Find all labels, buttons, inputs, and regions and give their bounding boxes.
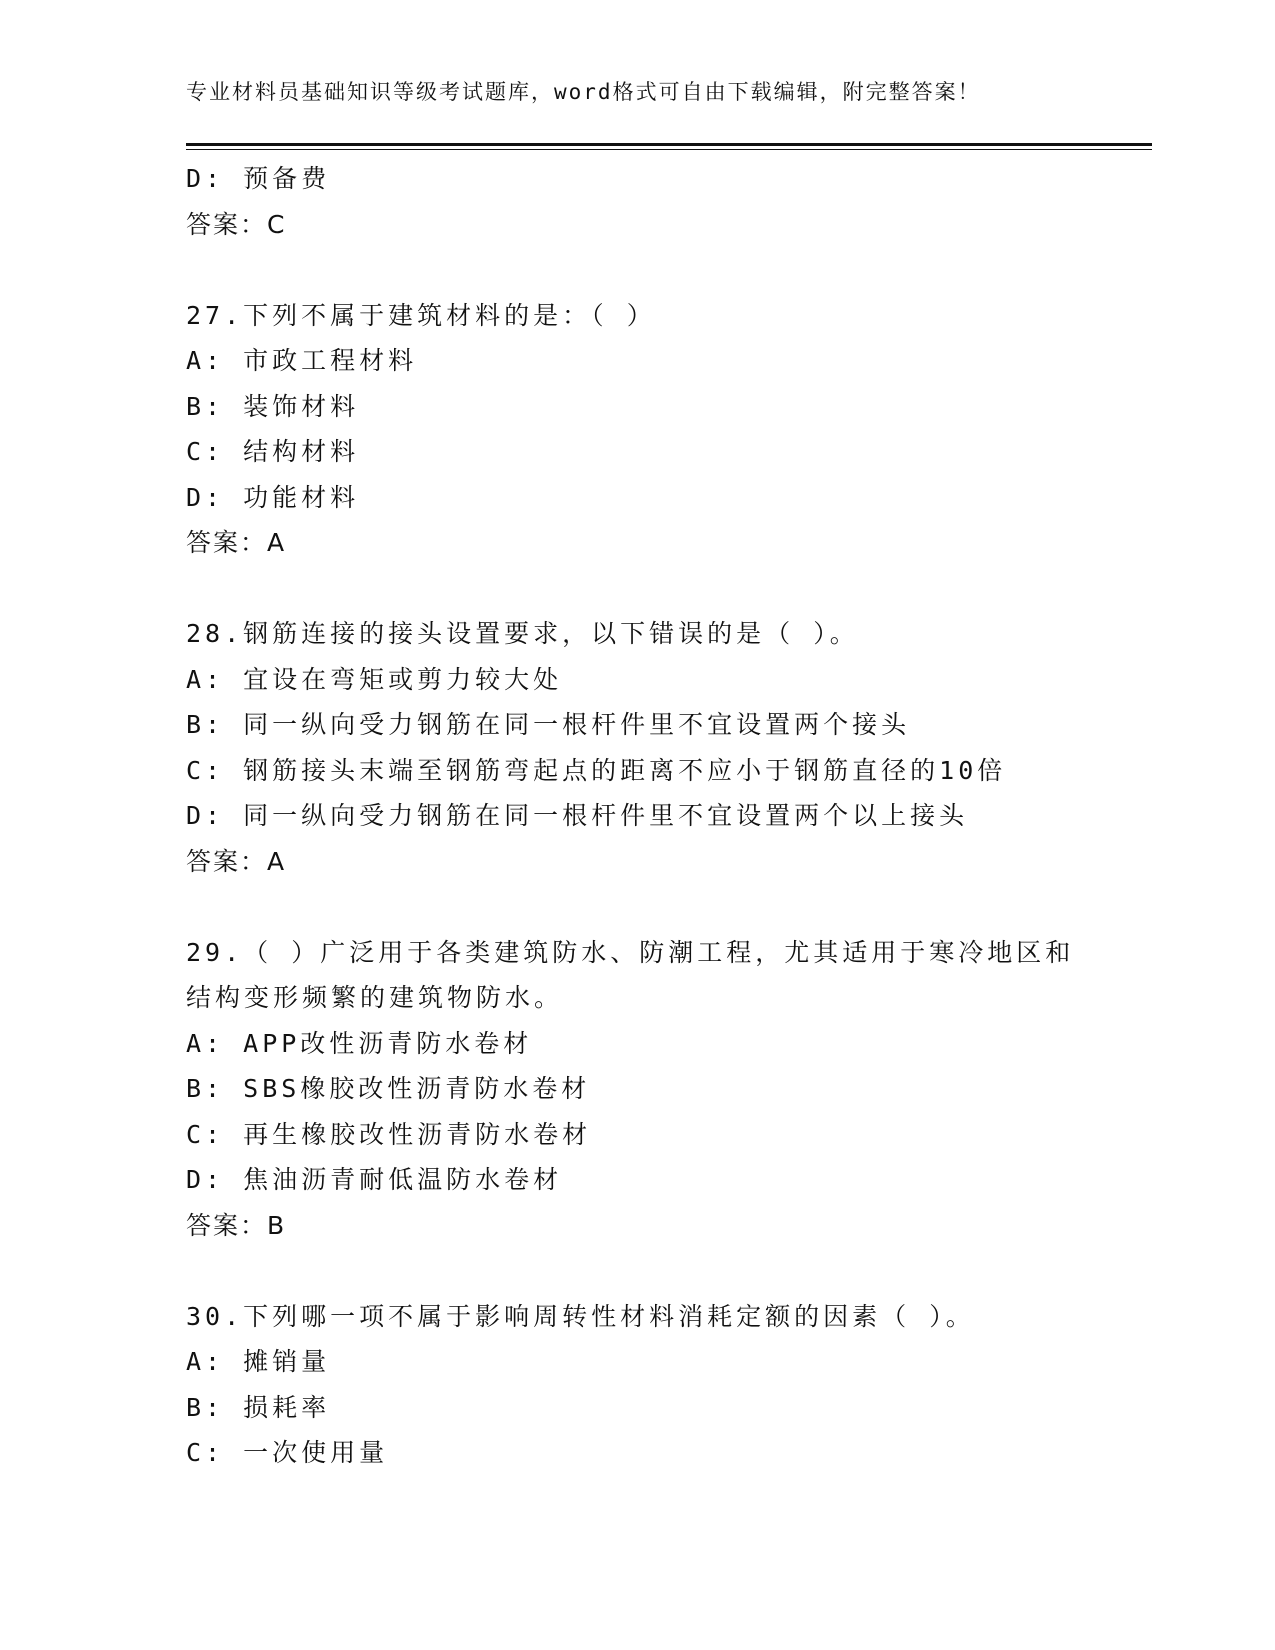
header-divider-thin (186, 149, 1152, 150)
answer-line: 答案：A (186, 846, 287, 876)
option-a: A: APP改性沥青防水卷材 (186, 1028, 533, 1058)
question-stem: 28.钢筋连接的接头设置要求，以下错误的是（ ）。 (186, 619, 859, 648)
spacer (186, 1248, 1146, 1294)
question-stem: 27.下列不属于建筑材料的是：（ ） (186, 300, 656, 330)
answer-line: 答案：A (186, 528, 287, 557)
option-b: B: 装饰材料 (186, 391, 360, 421)
option-b: B: 损耗率 (186, 1392, 331, 1422)
option-c: C: 一次使用量 (186, 1438, 389, 1467)
option-c: C: 钢筋接头末端至钢筋弯起点的距离不应小于钢筋直径的10倍 (186, 755, 1007, 785)
option-a: A: 宜设在弯矩或剪力较大处 (186, 664, 563, 694)
question-28 (186, 611, 1146, 884)
option-d: D: 焦油沥青耐低温防水卷材 (186, 1165, 563, 1194)
option-a: A: 市政工程材料 (186, 346, 418, 375)
option-c: C: 结构材料 (186, 437, 360, 466)
spacer (186, 247, 1146, 293)
option-d: D: 预备费 (186, 164, 331, 193)
option-d: D: 功能材料 (186, 482, 360, 512)
question-content (186, 156, 1146, 1476)
option-b: B: SBS橡胶改性沥青防水卷材 (186, 1074, 591, 1103)
question-stem-continued: 结构变形频繁的建筑物防水。 (186, 983, 564, 1012)
answer-line: 答案：B (186, 1210, 287, 1240)
option-b: B: 同一纵向受力钢筋在同一根杆件里不宜设置两个接头 (186, 710, 911, 739)
question-stem: 30.下列哪一项不属于影响周转性材料消耗定额的因素（ ）。 (186, 1301, 975, 1331)
answer-line: 答案：C (186, 209, 287, 239)
option-d: D: 同一纵向受力钢筋在同一根杆件里不宜设置两个以上接头 (186, 801, 969, 830)
header-divider-thick (186, 143, 1152, 146)
question-30 (186, 1294, 1146, 1476)
option-a: A: 摊销量 (186, 1347, 331, 1376)
question-27 (186, 293, 1146, 566)
page-header: 专业材料员基础知识等级考试题库，word格式可自由下载编辑，附完整答案！ (186, 80, 981, 104)
spacer (186, 566, 1146, 612)
spacer (186, 884, 1146, 930)
question-29 (186, 930, 1146, 1249)
question-stem: 29.（ ）广泛用于各类建筑防水、防潮工程，尤其适用于寒冷地区和 (186, 937, 1075, 967)
option-c: C: 再生橡胶改性沥青防水卷材 (186, 1119, 592, 1149)
